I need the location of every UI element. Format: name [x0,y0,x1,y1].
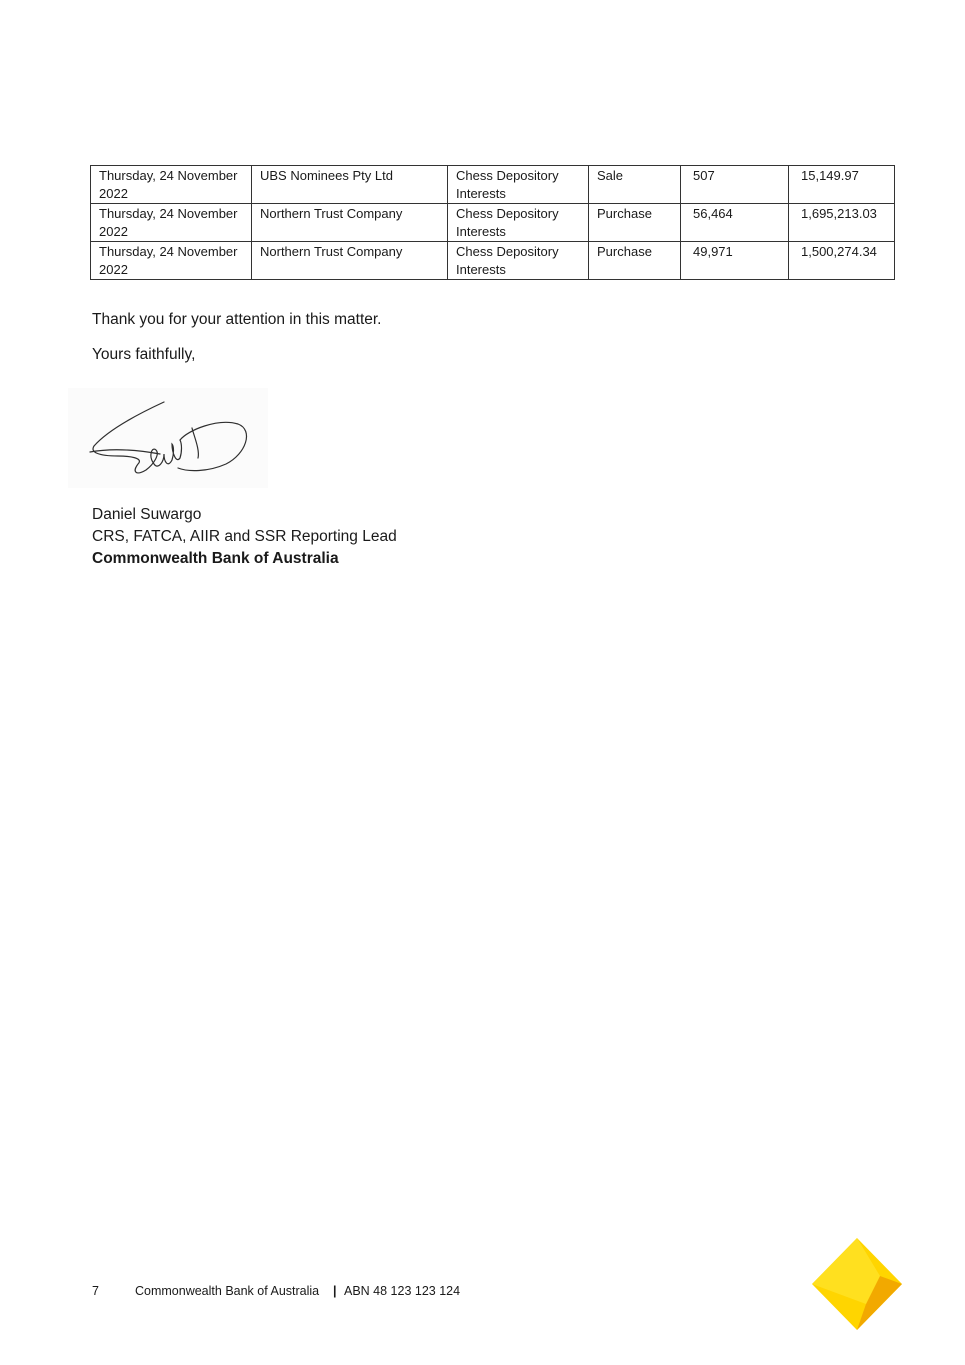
page-number: 7 [92,1284,99,1298]
consideration-cell: 15,149.97 [789,166,895,204]
footer-organisation: Commonwealth Bank of Australia [135,1284,320,1298]
footer-abn: ABN 48 123 123 124 [344,1284,461,1298]
handwritten-signature [68,388,268,488]
security-cell: Chess Depository Interests [448,204,589,242]
signatory-role: CRS, FATCA, AIIR and SSR Reporting Lead [92,528,397,545]
closing-salutation: Yours faithfully, [92,346,196,363]
table-row [91,166,895,204]
security-cell: Chess Depository Interests [448,166,589,204]
footer-separator: | [333,1284,337,1298]
quantity-cell: 56,464 [681,204,789,242]
table-row [91,242,895,280]
transactions-table [90,165,895,280]
signatory-name: Daniel Suwargo [92,506,202,523]
counterparty-cell: Northern Trust Company [252,204,448,242]
bank-logo-icon [810,1236,904,1332]
thank-you-text: Thank you for your attention in this matter. [92,311,382,328]
type-cell: Sale [589,166,681,204]
date-cell: Thursday, 24 November 2022 [91,166,252,204]
quantity-cell: 507 [681,166,789,204]
counterparty-cell: UBS Nominees Pty Ltd [252,166,448,204]
consideration-cell: 1,695,213.03 [789,204,895,242]
date-cell: Thursday, 24 November 2022 [91,204,252,242]
signatory-organisation: Commonwealth Bank of Australia [92,550,339,567]
date-cell: Thursday, 24 November 2022 [91,242,252,280]
type-cell: Purchase [589,242,681,280]
table-row [91,204,895,242]
consideration-cell: 1,500,274.34 [789,242,895,280]
security-cell: Chess Depository Interests [448,242,589,280]
counterparty-cell: Northern Trust Company [252,242,448,280]
type-cell: Purchase [589,204,681,242]
quantity-cell: 49,971 [681,242,789,280]
